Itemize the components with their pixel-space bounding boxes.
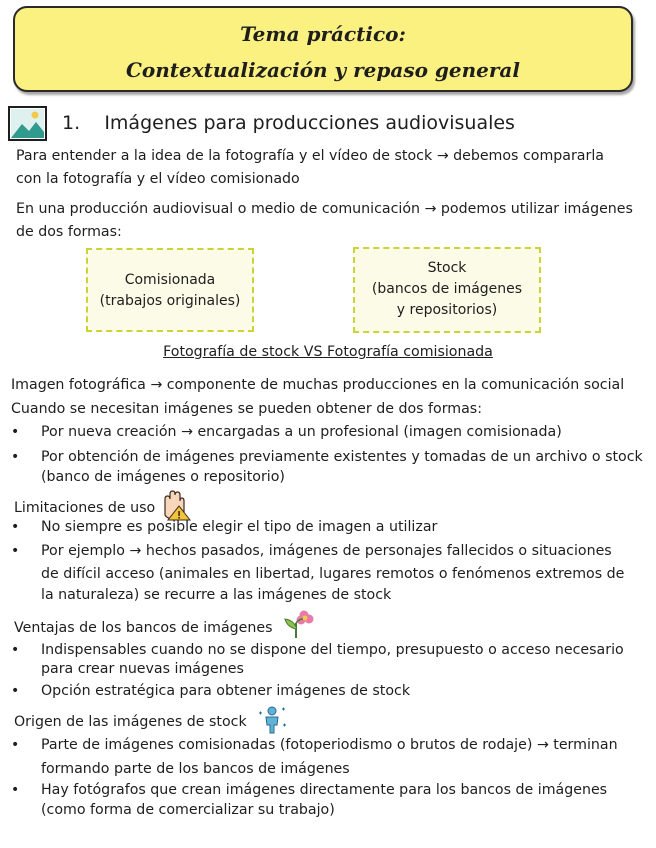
image-icon — [7, 104, 49, 142]
origin-bullet1-line2: formando parte de los bancos de imágenes — [41, 761, 350, 777]
section-number: 1. — [62, 112, 81, 134]
advantages-heading: Ventajas de los bancos de imágenes — [14, 620, 273, 636]
commissioned-box-line2: (trabajos originales) — [99, 293, 241, 309]
bullet: • — [11, 424, 20, 440]
bullet: • — [11, 683, 20, 699]
comparison-subtitle: Fotografía de stock VS Fotografía comisionada — [163, 344, 493, 360]
commissioned-box — [86, 248, 254, 332]
bullet: • — [11, 737, 20, 753]
title-line-1: Tema práctico: — [240, 22, 406, 46]
origin-heading: Origen de las imágenes de stock — [14, 714, 247, 730]
limitations-bullet2-line3: la naturaleza) se recurre a las imágenes de stock — [41, 587, 392, 603]
bullet: • — [11, 449, 20, 465]
stock-box-line1: Stock — [427, 260, 467, 276]
section-title: Imágenes para producciones audiovisuales — [104, 112, 515, 134]
intro-p2-line2: de dos formas: — [16, 224, 122, 240]
intro-p1-line1: Para entender a la idea de la fotografía y el vídeo de stock → debemos compararla — [16, 148, 604, 164]
intro-p2-line1: En una producción audiovisual o medio de comunicación → podemos utilizar imágenes — [16, 201, 633, 217]
title-line-2: Contextualización y repaso general — [126, 58, 520, 82]
intro-p1-line2: con la fotografía y el vídeo comisionado — [16, 171, 300, 187]
block1-line1: Imagen fotográfica → componente de muchas producciones en la comunicación social — [11, 377, 625, 393]
stock-box-line3: y repositorios) — [396, 302, 498, 318]
person-sparkle-icon — [256, 703, 288, 735]
origin-bullet2-line2: (como forma de comercializar su trabajo) — [41, 802, 335, 818]
bullet: • — [11, 519, 20, 535]
block1-bullet1: Por nueva creación → encargadas a un profesional (imagen comisionada) — [41, 424, 562, 440]
block1-bullet2-line2: (banco de imágenes o repositorio) — [41, 469, 285, 485]
commissioned-box-line1: Comisionada — [124, 272, 216, 288]
origin-bullet1-line1: Parte de imágenes comisionadas (fotoperiodismo o brutos de rodaje) → terminan — [41, 737, 618, 753]
bullet: • — [11, 642, 20, 658]
bullet: • — [11, 782, 20, 798]
limitations-bullet1: No siempre es posible elegir el tipo de imagen a utilizar — [41, 519, 438, 535]
section-heading — [62, 112, 515, 134]
bullet: • — [11, 543, 20, 559]
advantages-bullet1-line2: para crear nuevas imágenes — [41, 661, 244, 677]
stock-box-line2: (bancos de imágenes — [371, 281, 523, 297]
block1-bullet2-line1: Por obtención de imágenes previamente existentes y tomadas de un archivo o stock — [41, 449, 643, 465]
flower-sprout-icon — [279, 605, 315, 639]
limitations-heading: Limitaciones de uso — [14, 500, 156, 516]
advantages-bullet1-line1: Indispensables cuando no se dispone del tiempo, presupuesto o acceso necesario — [41, 642, 624, 658]
block1-line2: Cuando se necesitan imágenes se pueden obtener de dos formas: — [11, 401, 482, 417]
limitations-bullet2-line1: Por ejemplo → hechos pasados, imágenes de personajes fallecidos o situaciones — [41, 543, 612, 559]
origin-bullet2-line1: Hay fotógrafos que crean imágenes directamente para los bancos de imágenes — [41, 782, 608, 798]
advantages-bullet2: Opción estratégica para obtener imágenes de stock — [41, 683, 411, 699]
stock-box — [353, 247, 541, 333]
title-banner — [13, 6, 633, 92]
limitations-bullet2-line2: de difícil acceso (animales en libertad, lugares remotos o fenómenos extremos de — [41, 566, 625, 582]
